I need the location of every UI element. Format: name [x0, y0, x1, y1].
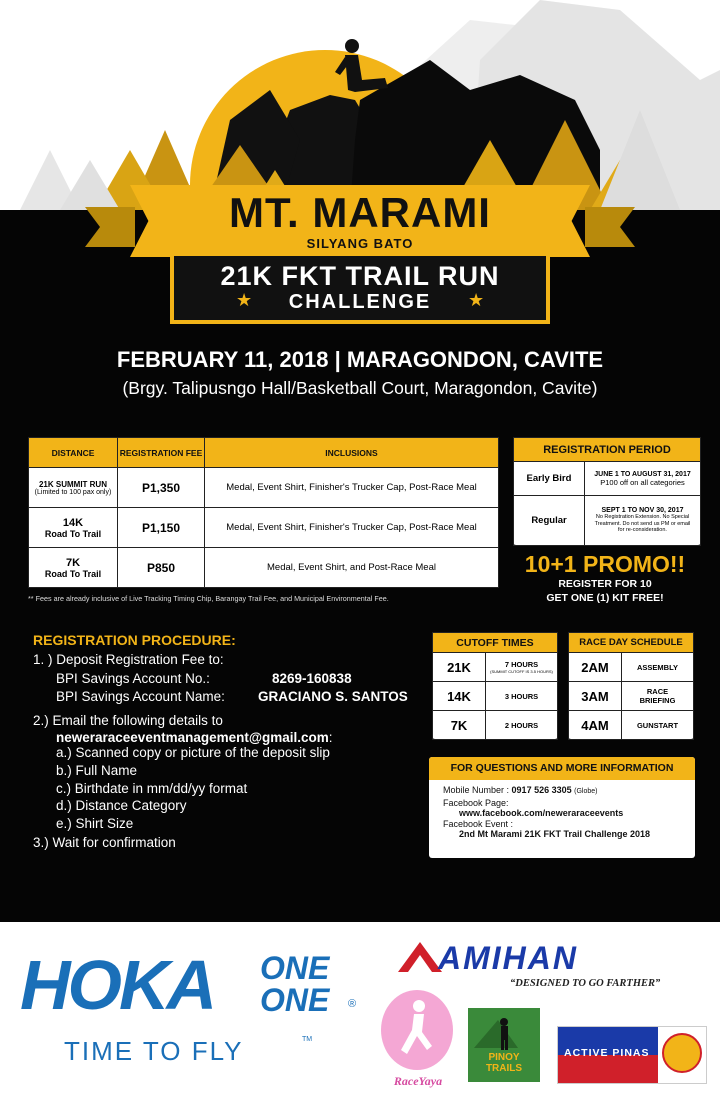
event-name-line1: 21K FKT TRAIL RUN [220, 261, 500, 291]
procedure-item: e.) Shirt Size [56, 816, 134, 831]
cutoff-distance: 21K [433, 653, 486, 682]
inclusions-text: Medal, Event Shirt, and Post-Race Meal [205, 548, 499, 588]
table-row [29, 508, 499, 548]
period-label: Regular [514, 496, 585, 546]
hiker-icon [468, 1012, 540, 1052]
amihan-tagline: “DESIGNED TO GO FARTHER” [510, 978, 661, 989]
amihan-mark-icon [398, 942, 442, 972]
flag-band-red [558, 1055, 658, 1083]
fees-table-panel [28, 437, 499, 588]
account-number: 8269-160838 [272, 671, 352, 686]
procedure-step3: 3.) Wait for confirmation [33, 835, 176, 850]
email-address[interactable]: neweraraceeventmanagement@gmail.com [56, 730, 329, 745]
cutoff-distance: 7K [433, 711, 486, 740]
promo-line1: REGISTER FOR 10 [558, 578, 652, 590]
hoka-one-2: ONE [260, 982, 330, 1018]
schedule-title: RACE DAY SCHEDULE [569, 633, 694, 653]
fb-event-name: 2nd Mt Marami 21K FKT Trail Challenge 2018 [459, 829, 651, 839]
active-pinas-wordmark: ACTIVE PINAS [564, 1047, 650, 1059]
fb-event-label: Facebook Event : [443, 818, 514, 829]
period-label: Early Bird [514, 462, 585, 496]
procedure-step2: 2.) Email the following details to [33, 713, 223, 728]
registration-period-title: REGISTRATION PERIOD [514, 438, 701, 462]
distance-label: 7K [65, 556, 81, 569]
runner-icon [392, 998, 442, 1062]
pinoy-trails-wordmark: PINOY TRAILS [485, 1052, 523, 1074]
cutoff-time: 3 HOURS [486, 682, 558, 711]
inclusions-text: Medal, Event Shirt, Finisher's Trucker Cap, Post-Race Meal [205, 468, 499, 508]
cutoff-title: CUTOFF TIMES [433, 633, 558, 653]
procedure-item: b.) Full Name [56, 763, 138, 778]
raceyaya-wordmark: RaceYaya [393, 1074, 443, 1088]
mobile-label: Mobile Number : [443, 785, 510, 795]
distance-note: Road To Trail [44, 528, 102, 539]
registered-icon: ® [348, 998, 357, 1010]
distance-note: Road To Trail [44, 568, 102, 579]
star-icon: ★ [236, 290, 253, 310]
table-row [29, 468, 499, 508]
fees-footnote: ** Fees are already inclusive of Live Tracking Timing Chip, Barangay Trail Fee, and Municipal Environmental Fee. [28, 594, 389, 603]
subtitle-text: SILYANG BATO [306, 236, 414, 251]
mobile-line [443, 785, 695, 798]
schedule-panel [568, 632, 694, 739]
schedule-event: GUNSTART [622, 711, 694, 740]
title-text: MT. MARAMI [229, 189, 491, 236]
procedure-title: REGISTRATION PROCEDURE: [33, 632, 236, 648]
mobile-number[interactable]: 0917 526 3305 [511, 785, 572, 795]
distance-label: 14K [62, 516, 84, 529]
fb-page-link[interactable]: www.facebook.com/neweraraceevents [459, 808, 624, 818]
distance-label: 21K SUMMIT RUN [38, 479, 107, 489]
hoka-one-1: ONE [260, 950, 330, 986]
amihan-wordmark: AMIHAN [438, 940, 578, 976]
cutoff-note: (SUMMIT CUTOFF IS 3.5 HOURS) [490, 669, 553, 674]
date-location: FEBRUARY 11, 2018 | MARAGONDON, CAVITE [116, 347, 604, 372]
registration-period-panel [513, 437, 701, 545]
info-panel [429, 757, 695, 858]
cutoff-panel [432, 632, 558, 739]
cutoff-time: 7 HOURS [504, 660, 539, 669]
header-distance: DISTANCE [29, 438, 118, 468]
cutoff-time: 2 HOURS [486, 711, 558, 740]
period-detail: No Registration Extension. No Special Treatment. Do not send us PM or email for re-consideration. [594, 514, 691, 534]
schedule-time: 3AM [569, 682, 622, 711]
star-icon: ★ [468, 290, 485, 310]
promo-title: 10+1 PROMO!! [524, 551, 686, 577]
schedule-event: RACE BRIEFING [639, 687, 676, 705]
account-name: GRACIANO S. SANTOS [258, 689, 408, 704]
raceyaya-logo [378, 990, 458, 1094]
fee-value: P1,150 [118, 508, 205, 548]
venue: (Brgy. Talipusngo Hall/Basketball Court, Maragondon, Cavite) [122, 378, 598, 398]
schedule-time: 4AM [569, 711, 622, 740]
amihan-logo [398, 942, 698, 994]
fb-page-label: Facebook Page: [443, 797, 509, 808]
schedule-time: 2AM [569, 653, 622, 682]
procedure-step1: 1. ) Deposit Registration Fee to: [33, 652, 224, 667]
account-number-label: BPI Savings Account No.: [56, 671, 210, 686]
trademark-mark: TM [302, 1036, 313, 1043]
pinoy-trails-logo [468, 1008, 540, 1082]
distance-note: (Limited to 100 pax only) [34, 488, 112, 496]
header-inclusions: INCLUSIONS [205, 438, 499, 468]
period-dates: SEPT 1 TO NOV 30, 2017 [601, 507, 684, 515]
table-row [29, 548, 499, 588]
inclusions-text: Medal, Event Shirt, Finisher's Trucker Cap, Post-Race Meal [205, 508, 499, 548]
hoka-wordmark: HOKA [20, 946, 215, 1024]
account-name-label: BPI Savings Account Name: [56, 689, 225, 704]
cutoff-distance: 14K [433, 682, 486, 711]
hoka-logo [20, 946, 370, 1070]
fee-value: P1,350 [118, 468, 205, 508]
header-fee: REGISTRATION FEE [118, 438, 205, 468]
period-dates: JUNE 1 TO AUGUST 31, 2017 [594, 470, 691, 478]
fee-value: P850 [118, 548, 205, 588]
schedule-event: ASSEMBLY [622, 653, 694, 682]
period-detail: P100 off on all categories [600, 477, 685, 487]
info-title: FOR QUESTIONS AND MORE INFORMATION [429, 757, 695, 780]
procedure-item: d.) Distance Category [56, 798, 187, 813]
hoka-tagline: TIME TO FLY [64, 1036, 244, 1066]
promo-line2: GET ONE (1) KIT FREE! [546, 592, 664, 604]
mobile-note: (Globe) [574, 788, 598, 795]
procedure-item: a.) Scanned copy or picture of the deposit slip [56, 745, 330, 760]
procedure-item: c.) Birthdate in mm/dd/yy format [56, 781, 248, 796]
event-name-line2: CHALLENGE [288, 291, 432, 313]
active-pinas-logo [557, 1026, 707, 1084]
email-suffix: : [328, 730, 333, 745]
sun-emblem-icon [662, 1033, 702, 1073]
